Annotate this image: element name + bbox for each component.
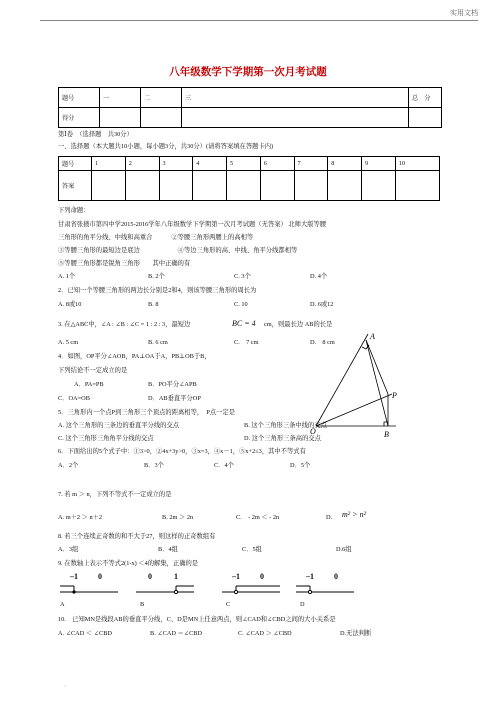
number-line-c-label-2: 0 [260, 572, 264, 581]
header-rule [40, 20, 478, 21]
q1-intro: 下列命题： [58, 207, 90, 214]
q7-option-b: B. 2m ＞ 2n [162, 514, 194, 521]
answer-number: 8 [328, 157, 362, 171]
q8-option-a: A．3组 [58, 546, 79, 553]
q3-formula: BC = 4 [232, 319, 256, 328]
number-line-b-label-2: 1 [174, 572, 178, 581]
q7-stem: 7. 若 m ＞ n，下列不等式不一定成立的是 [58, 491, 172, 498]
answer-number: 4 [193, 157, 227, 171]
q3-option-c: C. 7 cm [234, 339, 259, 346]
answer-cell[interactable] [92, 171, 126, 201]
answer-cell[interactable] [328, 171, 362, 201]
label-o: O [310, 427, 316, 436]
q8-option-d: D.6组 [336, 546, 352, 553]
q1-line3: ③等腰三角形的最短边是底边 ④等边三角形的高、中线、角平分线都相等 [58, 247, 298, 254]
answer-table [58, 156, 440, 201]
q8-stem: 8. 若三个连续正奇数的和不大于27，则这样的正奇数组有 [58, 533, 216, 540]
q4-stem: 4．如图，OP平分∠AOB，PA⊥OA于A，PB⊥OB于B， [58, 353, 211, 360]
q1-option-d: D. 4个 [310, 273, 328, 280]
answer-cell[interactable] [362, 171, 396, 201]
q4-option-b: B．PO平分∠APB [148, 381, 197, 388]
number-line-c-label-1: –1 [232, 572, 240, 581]
q5-option-b: B. 这个三角形三条中线的交点 [244, 422, 327, 429]
q8-option-b: B．4组 [158, 546, 178, 553]
answer-cell[interactable] [193, 171, 227, 201]
score-header-label: 题号 [59, 88, 100, 108]
number-line-c-graph [222, 582, 282, 596]
number-line-a-label-2: 0 [98, 572, 102, 581]
q10-option-a: A. ∠CAD ＜ ∠CBD [58, 630, 112, 637]
q7-option-c: C. - 2m ＜ - 2n [236, 514, 280, 521]
q3-option-d: D. 8 cm [310, 339, 335, 346]
answer-number: 3 [159, 157, 193, 171]
number-line-d-label-1: –1 [306, 572, 314, 581]
q9-option-d: D [300, 601, 305, 608]
score-header-col2: 二 [141, 88, 182, 108]
q10-option-b: B. ∠CAD ＝∠CBD [150, 630, 203, 637]
score-table [58, 87, 442, 128]
q9-option-a: A [60, 601, 65, 608]
q7-option-d-expr: m² > n² [342, 510, 366, 519]
q3-option-b: B. 6 cm [148, 339, 168, 346]
answer-number: 7 [294, 157, 328, 171]
answer-number: 10 [395, 157, 439, 171]
q9-option-c: C [226, 601, 231, 608]
answer-cell[interactable] [395, 171, 439, 201]
q1-option-b: B. 2个 [148, 273, 165, 280]
q2-option-b: B. 8 [148, 301, 159, 308]
q6-stem: 6．下面给出的5个式子中：①3>0，②4x+3y>0，③x=3，④x－1，⑤x+2≤3，其中不等式有 [58, 448, 306, 455]
number-line-a-label-1: –1 [70, 572, 78, 581]
q9-option-b: B [140, 601, 145, 608]
score-header-total: 总 分 [409, 88, 442, 108]
label-a: A [370, 332, 375, 341]
score-header-col1: 一 [100, 88, 141, 108]
answer-cell[interactable] [260, 171, 294, 201]
answer-cell[interactable] [125, 171, 159, 201]
score-header-col3: 三 [182, 88, 409, 108]
number-line-b-graph [136, 582, 196, 596]
q4-substem: 下列结论不一定成立的是 [58, 367, 128, 374]
q4-option-c: C．OA=OB [58, 395, 90, 402]
q9-stem: 9. 在数轴上表示不等式2(1-x) ＜4的解集，正确的是 [58, 560, 199, 567]
q1-option-a: A. 1个 [58, 273, 76, 280]
answer-number: 5 [227, 157, 261, 171]
q1-line2: 三角形的角平分线、中线和高重合 ②等腰三角形两腰上的高相等 [58, 234, 254, 241]
q7-option-d: D. [326, 514, 333, 521]
q6-option-c: C．4个 [214, 462, 234, 469]
answer-cell[interactable] [227, 171, 261, 201]
answer-header-label: 题号 [59, 157, 92, 171]
q10-option-c: C. ∠CAD ＞ ∠CBD [238, 630, 292, 637]
q6-option-b: B．3个 [144, 462, 164, 469]
q5-option-a: A. 这个三角形的三条边的垂直平分线的交点 [58, 422, 180, 429]
q3-option-a: A. 5 cm [58, 339, 79, 346]
answer-number: 1 [92, 157, 126, 171]
q10-stem: 10. 已知MN是线段AB的垂直平分线，C、D是MN上任意两点，则∠CAD和∠CBD之间的大小关系是 [58, 616, 336, 623]
answer-cell[interactable] [294, 171, 328, 201]
q6-option-d: D．5个 [290, 462, 311, 469]
q1-line1: 甘肃省张掖市第四中学2015-2016学年八年级数学下学期第一次月考试题（无答案） 北师大版等腰 [58, 221, 327, 228]
q4-option-a: A．PA=PB [74, 381, 104, 388]
q2-option-c: C. 10 [234, 301, 248, 308]
q3-stem-c: cm，则最长边 AB的长是 [264, 321, 333, 328]
answer-number: 2 [125, 157, 159, 171]
footer-mark: · [64, 684, 66, 690]
q5-option-c: C. 这个三角形三角角平分线的交点 [58, 435, 154, 442]
number-line-d-graph [296, 582, 356, 596]
q6-option-a: A．2个 [58, 462, 79, 469]
number-line-d-label-2: 0 [334, 572, 338, 581]
exam-title: 八年级数学下学期第一次月考试题 [169, 67, 327, 78]
score-cell[interactable] [409, 108, 442, 128]
answer-row-label: 答案 [59, 171, 92, 201]
score-cell[interactable] [100, 108, 141, 128]
q2-option-d: D. 6或12 [310, 301, 334, 308]
q7-option-a: A. m＋2 ＞ n＋2 [58, 514, 103, 521]
q10-option-d: D.无法判断 [340, 630, 372, 637]
number-line-a-graph [60, 582, 120, 596]
q4-option-d: D．AB垂直平分OP [148, 395, 201, 402]
score-cell[interactable] [182, 108, 409, 128]
answer-number: 9 [362, 157, 396, 171]
q8-option-c: C．5组 [242, 546, 262, 553]
score-row-label: 得分 [59, 108, 100, 128]
part-title: 一、选择题（本大题共10小题，每小题3分，共30分）(请将答案填在答题卡内) [58, 143, 274, 150]
label-p: P [392, 391, 397, 400]
answer-cell[interactable] [159, 171, 193, 201]
score-cell[interactable] [141, 108, 182, 128]
q2-stem: 2．已知一个等腰三角形的两边长分别是2和4，则该等腰三角形的周长为 [58, 287, 257, 294]
answer-number: 6 [260, 157, 294, 171]
q1-option-c: C. 3个 [234, 273, 251, 280]
q3-stem-a: 3. 在△ABC中，∠A : ∠B : ∠C = 1 : 2 : 3，最短边 [58, 321, 191, 328]
label-b: B [384, 430, 389, 439]
header-tag: 实用文档 [450, 9, 478, 17]
q5-stem: 5．三角形内一个点P到三角形三个顶点的距离相等， P点一定是 [58, 409, 236, 416]
section-title: 第Ⅰ卷 （选择题 共30分） [58, 131, 133, 138]
q2-option-a: A. 8或10 [58, 301, 82, 308]
number-line-b-label-1: 0 [148, 572, 152, 581]
q5-option-d: D. 这个三角形三条高的交点 [244, 435, 321, 442]
q1-line4: ⑤等腰三角形都是锐角三角形 其中正确的有 [58, 260, 191, 267]
